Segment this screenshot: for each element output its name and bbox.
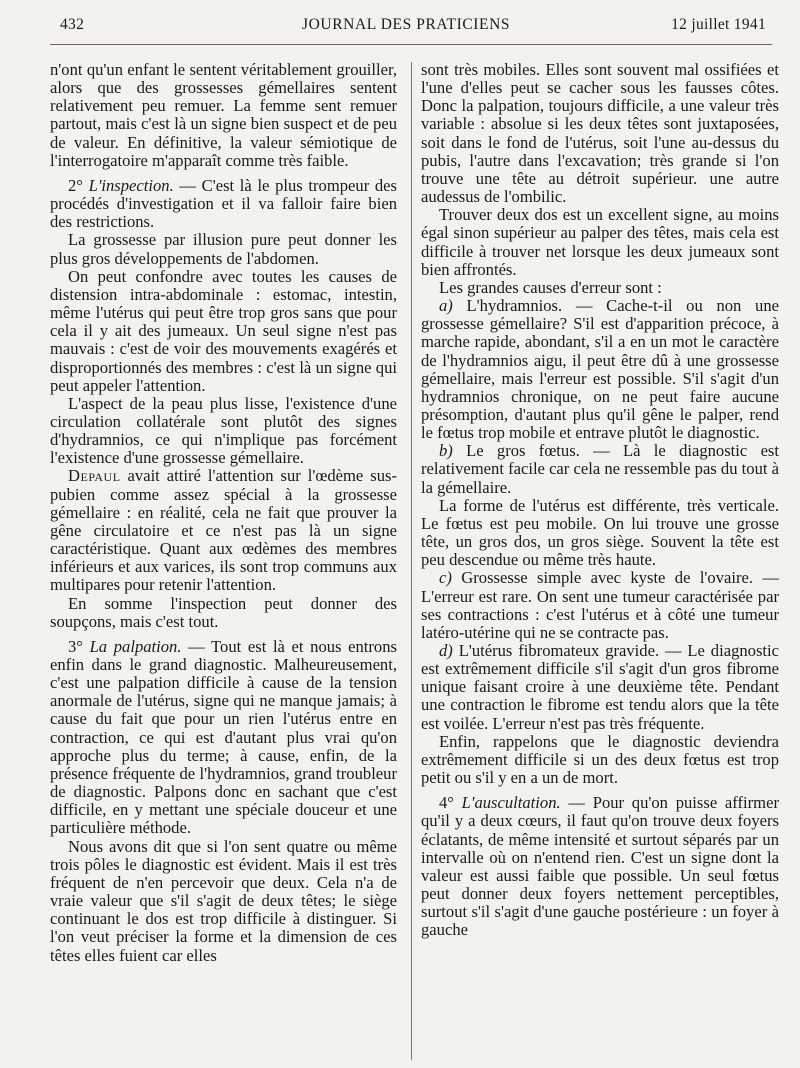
paragraph: Les grandes causes d'erreur sont : (439, 277, 662, 297)
paragraph: L'aspect de la peau plus lisse, l'existence d'une circulation collatérale sont plutôt des signes d'hydramnios, ce qui n'implique pas forcément l'existence d'une grossesse gémellaire. (50, 393, 397, 468)
paragraph: n'ont qu'un enfant le sentent véritablement grouiller, alors que des grossesses gémellaires sentent relativement peu remuer. La femme sent remuer partout, mais c'est là un signe bien suspect et de peu de valeur. En définitive, la valeur sémiotique de l'interrogatoire m'apparaît comme très faible. (50, 60, 397, 170)
paragraph: On peut confondre avec toutes les causes de distension intra-abdominale : estomac, intestin, même l'utérus qui peut être trop gros sans que pour cela il y ait des jumeaux. Un seul signe n'est pas mauvais : c'est de voir des mouvements exagérés et disproportionnés des membres : c'est là un signe qui peut appeler l'attention. (50, 266, 397, 395)
left-column (50, 61, 397, 965)
cause-a (421, 297, 779, 442)
issue-date: 12 juillet 1941 (671, 16, 766, 33)
cause-c (421, 569, 779, 642)
paragraph: Enfin, rappelons que le diagnostic deviendra extrêmement difficile si un des deux fœtus est trop petit ou s'il y en a un de mort. (421, 731, 779, 788)
paragraph: La forme de l'utérus est différente, très verticale. Le fœtus est peu mobile. On lui trouve une grosse tête, un gros dos, un gros siège. Souvent la tête est peu descendue ou même très haute. (421, 495, 779, 570)
paragraph: sont très mobiles. Elles sont souvent mal ossifiées et l'une d'elles peut se cacher sous les fausses côtes. Donc la palpation, toujours difficile, a une valeur très variable : absolue si les deux têtes sont juxtaposées, soit dans le fond de l'utérus, soit l'une au-dessus du pubis, l'autre dans l'excavation; très grande si l'on trouve une tête au détroit supérieur. une autre audessus de l'ombilic. (421, 60, 779, 207)
author-name: Depaul (68, 466, 121, 486)
right-column (421, 61, 779, 940)
header-rule (50, 44, 772, 45)
section-heading: L'inspection. (88, 175, 174, 195)
paragraph-text: avait attiré l'attention sur l'œdème sus-pubien comme assez spécial à la grossesse gémellaire : en réalité, cela ne fait que prouver la gêne circulatoire et ce n'est pas là un signe caractéristique. Quant aux œdèmes des membres inférieurs et aux varices, ils sont trop communs aux multipares pour retenir l'attention. (50, 466, 397, 595)
paragraph-text: — C'est là le plus trompeur des procédés d'investigation et il va falloir faire bien des restrictions. (50, 175, 397, 232)
item-letter: c) (439, 568, 452, 588)
section-number: 4° (439, 793, 454, 813)
section-auscultation (421, 794, 779, 939)
paragraph: Trouver deux dos est un excellent signe, au moins égal sinon supérieur au palper des têtes, mais cela est difficile à trouver net lorsque les deux jumeaux sont bien affrontés. (421, 205, 779, 279)
cause-b (421, 442, 779, 496)
paragraph: En somme l'inspection peut donner des soupçons, mais c'est tout. (50, 593, 397, 631)
section-heading: L'auscultation. (461, 793, 561, 813)
page-number: 432 (60, 16, 85, 33)
section-inspection (50, 177, 397, 231)
paragraph-text: Le gros fœtus. — Là le diagnostic est relativement facile car cela ne ressemble pas du tout à la gémellaire. (421, 441, 779, 497)
page-header (50, 16, 770, 40)
paragraph-text: L'utérus fibromateux gravide. — Le diagnostic est extrêmement difficile s'il s'agit d'un gros fibrome unique faisant croire à une deuxième tête. Pendant une contraction le fibrome est tendu alors que la tête est voilée. L'erreur n'est pas très fréquente. (421, 641, 779, 733)
paragraph: Nous avons dit que si l'on sent quatre ou même trois pôles le diagnostic est évident. Mais il est très fréquent de n'en percevoir que deux. Cela n'a de vraie valeur que s'il s'agit de deux têtes; le siège continuant le dos est trop difficile à distinguer. Si l'on veut préciser la forme et la dimension de ces têtes elles fuient car elles (50, 836, 397, 965)
item-letter: a) (439, 296, 453, 316)
section-number: 3° (68, 636, 83, 656)
section-palpation (50, 638, 397, 838)
paragraph-depaul (50, 467, 397, 594)
item-letter: d) (439, 641, 453, 660)
paragraph-text: — Pour qu'on puisse affirmer qu'il y a deux cœurs, il faut qu'on trouve deux foyers éclatants, de même intensité et surtout séparés par un intervalle où on n'entend rien. C'est un signe dont la valeur est aussi faible que possible. Un seul fœtus peut donner deux foyers nettement perceptibles, surtout s'il s'agit d'une gauche postérieure : un foyer à gauche (421, 793, 779, 940)
section-heading: La palpation. (89, 636, 182, 656)
paragraph-text: Grossesse simple avec kyste de l'ovaire. — L'erreur est rare. On sent une tumeur caractérisée par ses contractions : c'est l'utérus et à côté une tumeur latéro-utérine qui ne se contracte pas. (421, 568, 779, 642)
paragraph-text: — Tout est là et nous entrons enfin dans le grand diagnostic. Malheureusement, c'est une palpation difficile à cause de la tension anormale de l'utérus, signe qui ne manque jamais; à cause du fait que pour un rien l'utérus entre en contraction, ce qui est d'autant plus vrai qu'on approche plus du terme; à cause, enfin, de la présence fréquente de l'hydramnios, grand troubleur de diagnostic. Palpons donc en sachant que c'est difficile, en y mettant une spéciale douceur et une particulière méthode. (50, 636, 397, 838)
item-letter: b) (439, 441, 453, 461)
journal-title: JOURNAL DES PRATICIENS (302, 16, 511, 33)
paragraph-text: L'hydramnios. — Cache-t-il ou non une grossesse gémellaire? S'il est d'apparition précoce, à marche rapide, abondant, s'il a en un mot le caractère de l'hydramnios aigu, il peut être dû à une grossesse gémellaire, mais l'erreur est possible. S'il s'agit d'un hydramnios chronique, on ne peut faire aucune présomption, d'autant plus qu'il gêne le palper, rend le fœtus trop mobile et entrave plutôt le diagnostic. (421, 296, 779, 443)
section-number: 2° (68, 175, 83, 195)
paragraph: La grossesse par illusion pure peut donner les plus gros développements de l'abdomen. (50, 230, 397, 268)
cause-d (421, 642, 779, 733)
column-divider (411, 62, 412, 1060)
